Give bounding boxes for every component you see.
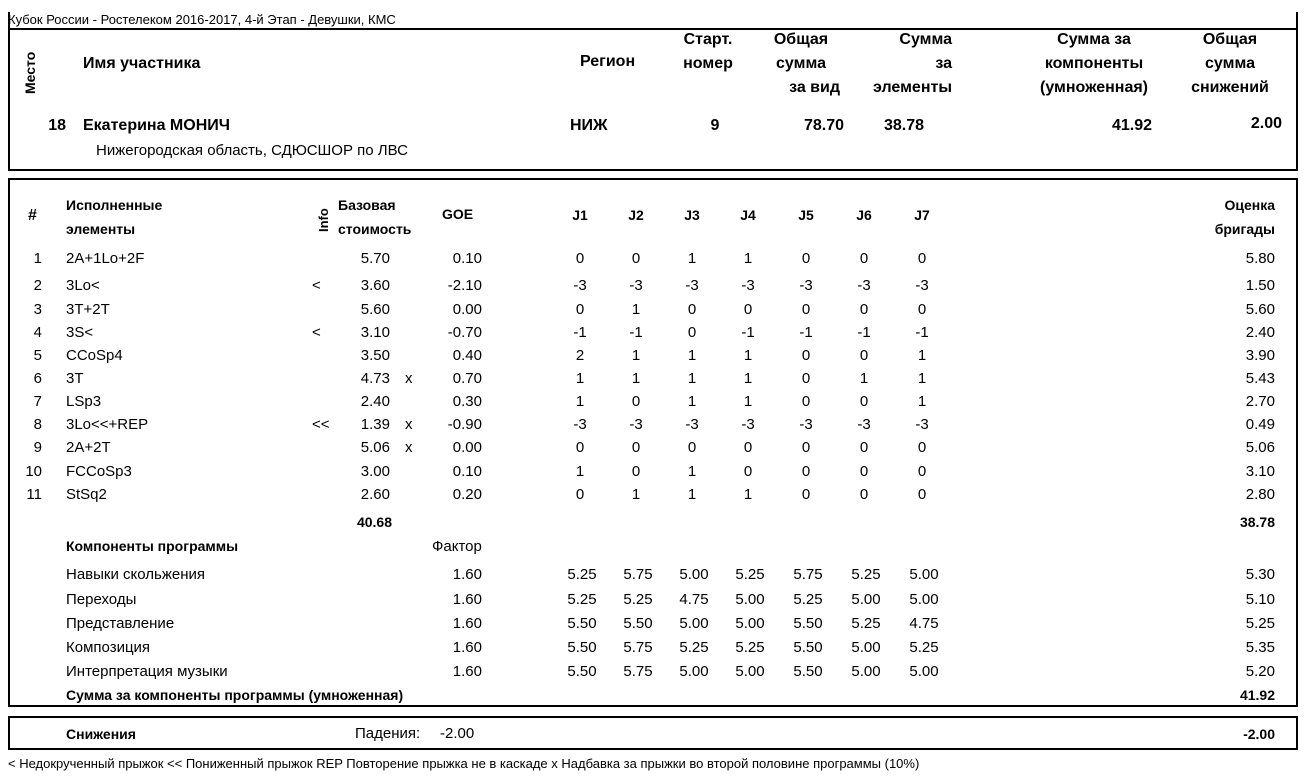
judge-header: J1 [572,207,588,223]
element-goe: 0.10 [452,463,482,480]
skater-start-number: 9 [710,117,720,134]
component-judge-score: 4.75 [679,591,709,608]
judge-score: 0 [575,439,585,456]
judge-score: 0 [859,347,869,364]
elements-base-total: 40.68 [356,514,392,530]
component-judge-score: 5.75 [623,639,653,656]
element-name: 2A+2T [66,439,111,456]
judge-score: -3 [685,416,699,433]
base-value-header: Базовая стоимость [338,197,412,237]
falls-label: Падения: [355,725,421,742]
element-panel-score: 5.80 [1245,250,1275,267]
component-judge-score: 5.25 [793,591,823,608]
element-name: CCoSp4 [66,347,123,364]
component-judge-score: 5.00 [851,663,881,680]
component-judge-score: 5.25 [679,639,709,656]
judge-score: -3 [629,416,643,433]
judge-score: -3 [741,416,755,433]
element-base-value: 2.60 [360,486,390,503]
component-panel-score: 5.25 [1245,615,1275,632]
judge-score: 0 [631,463,641,480]
component-judge-score: 5.75 [623,566,653,583]
element-base-value: 3.60 [360,277,390,294]
element-base-value: 3.50 [360,347,390,364]
component-judge-score: 5.50 [623,615,653,632]
judge-score: 1 [743,250,753,267]
element-panel-score: 5.43 [1245,370,1275,387]
component-judge-score: 5.50 [567,663,597,680]
element-number: 6 [33,370,42,387]
judge-score: 1 [687,393,697,410]
judge-score: 0 [801,250,811,267]
skater-components-score: 41.92 [1111,117,1152,134]
judge-header: J3 [684,207,700,223]
element-panel-score: 1.50 [1245,277,1275,294]
element-number: 5 [33,347,42,364]
element-name: 3Lo< [66,277,100,294]
skater-region: НИЖ [570,117,608,134]
element-number: 7 [33,393,42,410]
executed-elements-header: Исполненные элементы [66,197,163,237]
judge-score: 0 [801,439,811,456]
component-factor: 1.60 [452,566,482,583]
judge-score: -3 [741,277,755,294]
component-judge-score: 5.75 [793,566,823,583]
judge-score: 1 [631,370,641,387]
total-score-label: Общая сумма за вид [773,31,840,96]
element-goe: -2.10 [447,277,482,294]
element-goe: 0.20 [452,486,482,503]
element-base-value: 1.39 [360,416,390,433]
component-judge-score: 5.50 [793,639,823,656]
component-judge-score: 5.00 [679,566,709,583]
deductions-total: -2.00 [1243,726,1275,742]
component-factor: 1.60 [452,639,482,656]
judge-score: 1 [917,370,927,387]
judge-score: 0 [917,486,927,503]
judge-score: -3 [629,277,643,294]
element-number: 4 [33,324,42,341]
components-total-value: 41.92 [1239,687,1275,703]
component-name: Композиция [66,639,151,656]
element-goe: 0.30 [452,393,482,410]
element-info: < [312,277,321,294]
event-title: Кубок России - Ростелеком 2016-2017, 4-й Этап - Девушки, КМС [8,12,396,27]
judge-score: 0 [859,439,869,456]
judge-score: -1 [629,324,643,341]
element-goe: -0.70 [447,324,482,341]
number-header: # [28,207,37,224]
element-base-value: 3.10 [360,324,390,341]
judge-score: 1 [743,486,753,503]
judge-score: -3 [685,277,699,294]
element-panel-score: 3.10 [1245,463,1275,480]
judge-score: 0 [801,463,811,480]
component-judge-score: 5.50 [567,615,597,632]
skater-deductions: 2.00 [1250,115,1282,132]
judge-score: 0 [917,250,927,267]
element-bonus-mark: x [405,416,413,433]
component-name: Навыки скольжения [66,566,206,583]
element-panel-score: 3.90 [1245,347,1275,364]
component-judge-score: 5.00 [679,615,709,632]
judge-score: 0 [801,301,811,318]
skater-name: Екатерина МОНИЧ [83,117,230,134]
judge-score: 0 [917,301,927,318]
judge-score: 0 [859,463,869,480]
component-judge-score: 5.25 [623,591,653,608]
judge-score: -3 [915,277,929,294]
element-number: 9 [33,439,42,456]
judge-score: 0 [687,324,697,341]
judge-score: -3 [799,277,813,294]
judge-header: J4 [740,207,756,223]
element-goe: 0.70 [452,370,482,387]
judge-score: 0 [801,393,811,410]
element-name: StSq2 [66,486,107,503]
component-panel-score: 5.10 [1245,591,1275,608]
judge-score: -1 [741,324,755,341]
skater-elements-score: 38.78 [883,117,924,134]
element-goe: 0.00 [452,439,482,456]
component-judge-score: 5.75 [623,663,653,680]
element-panel-score: 2.70 [1245,393,1275,410]
judge-score: 0 [743,301,753,318]
element-number: 1 [33,250,42,267]
element-name: 3S< [66,324,94,341]
element-base-value: 3.00 [360,463,390,480]
judge-score: 1 [859,370,869,387]
component-judge-score: 5.00 [735,615,765,632]
element-panel-score: 2.40 [1245,324,1275,341]
component-panel-score: 5.30 [1245,566,1275,583]
component-judge-score: 5.25 [567,566,597,583]
element-name: 3T [66,370,84,387]
place-label: Место [22,51,38,94]
elements-score-total: 38.78 [1239,514,1275,530]
judge-score: 0 [687,301,697,318]
component-judge-score: 5.50 [793,615,823,632]
judge-score: 0 [859,301,869,318]
judge-score: 0 [917,439,927,456]
judge-score: 0 [859,486,869,503]
falls-value: -2.00 [440,725,475,742]
judge-score: 0 [859,250,869,267]
panel-score-header: Оценка бригады [1214,197,1275,237]
component-judge-score: 5.00 [735,663,765,680]
component-judge-score: 5.25 [851,615,881,632]
element-info: << [312,416,330,433]
judge-score: 0 [575,301,585,318]
judge-score: 1 [917,393,927,410]
judge-score: 0 [575,250,585,267]
component-judge-score: 5.00 [735,591,765,608]
component-judge-score: 5.25 [567,591,597,608]
component-judge-score: 5.50 [567,639,597,656]
skater-club: Нижегородская область, СДЮСШОР по ЛВС [96,142,408,159]
component-judge-score: 5.00 [851,591,881,608]
component-judge-score: 5.25 [735,566,765,583]
component-judge-score: 5.25 [909,639,939,656]
judge-score: 1 [575,393,585,410]
elements-sum-label: Сумма за элементы [873,31,952,96]
deductions-label: Снижения [66,726,136,742]
skater-place: 18 [48,117,66,134]
judge-header: J6 [856,207,872,223]
judge-score: 0 [801,347,811,364]
info-header: Info [316,208,331,232]
element-number: 8 [33,416,42,433]
judge-score: -3 [573,277,587,294]
element-goe: -0.90 [447,416,482,433]
judge-score: 0 [743,463,753,480]
element-number: 10 [25,463,42,480]
element-panel-score: 2.80 [1245,486,1275,503]
component-judge-score: 5.50 [793,663,823,680]
element-number: 2 [33,277,42,294]
judge-score: 0 [743,439,753,456]
goe-header: GOE [442,206,474,222]
judge-score: 1 [743,347,753,364]
element-panel-score: 5.06 [1245,439,1275,456]
component-judge-score: 5.00 [909,591,939,608]
judge-score: 1 [631,486,641,503]
element-panel-score: 0.49 [1245,416,1275,433]
components-title: Компоненты программы [66,538,239,554]
judge-score: 0 [631,439,641,456]
judge-score: 0 [801,370,811,387]
judge-score: 1 [743,393,753,410]
judge-score: -1 [799,324,813,341]
legend: < Недокрученный прыжок << Пониженный прыжок REP Повторение прыжка не в каскаде x Надбавка за прыжки во второй половине программы (10%) [8,756,920,771]
element-name: 3T+2T [66,301,110,318]
deductions-box [8,716,1298,750]
judge-score: 1 [631,301,641,318]
component-panel-score: 5.20 [1245,663,1275,680]
component-panel-score: 5.35 [1245,639,1275,656]
component-judge-score: 5.00 [909,663,939,680]
judge-score: 1 [687,347,697,364]
region-label: Регион [580,53,636,70]
judge-score: 1 [631,347,641,364]
element-panel-score: 5.60 [1245,301,1275,318]
skater-total-score: 78.70 [803,117,844,134]
judge-score: 1 [687,250,697,267]
start-number-label: Старт. номер [683,31,733,72]
element-base-value: 5.06 [360,439,390,456]
judge-score: 0 [631,250,641,267]
element-name: 3Lo<<+REP [66,416,149,433]
element-bonus-mark: x [405,439,413,456]
judge-score: 0 [917,463,927,480]
element-info: < [312,324,321,341]
judge-score: -3 [799,416,813,433]
judge-score: -3 [857,277,871,294]
component-judge-score: 5.00 [851,639,881,656]
judge-score: -3 [915,416,929,433]
element-number: 11 [26,486,42,503]
element-name: 2A+1Lo+2F [66,250,145,267]
name-label: Имя участника [83,55,201,72]
component-judge-score: 5.25 [851,566,881,583]
judge-score: 1 [687,486,697,503]
element-base-value: 2.40 [360,393,390,410]
components-sum-label: Сумма за компоненты (умноженная) [1040,31,1148,96]
judge-score: 0 [687,439,697,456]
components-total-label: Сумма за компоненты программы (умноженная) [66,687,404,703]
component-factor: 1.60 [452,663,482,680]
element-base-value: 5.70 [360,250,390,267]
component-judge-score: 5.00 [909,566,939,583]
judge-score: -1 [857,324,871,341]
judge-score: 0 [631,393,641,410]
judge-score: 0 [575,486,585,503]
component-name: Представление [66,615,175,632]
judge-score: 0 [859,393,869,410]
element-goe: 0.10 [452,250,482,267]
component-name: Переходы [66,591,137,608]
judge-score: 0 [801,486,811,503]
component-name: Интерпретация музыки [66,663,228,680]
judge-score: -1 [915,324,929,341]
deductions-sum-label: Общая сумма снижений [1191,31,1269,96]
judge-score: 1 [743,370,753,387]
judge-score: -3 [857,416,871,433]
element-goe: 0.40 [452,347,482,364]
judge-score: 1 [575,463,585,480]
element-base-value: 5.60 [360,301,390,318]
element-name: LSp3 [66,393,102,410]
component-factor: 1.60 [452,615,482,632]
element-base-value: 4.73 [360,370,390,387]
judge-score: 1 [917,347,927,364]
judge-score: 2 [575,347,585,364]
element-goe: 0.00 [452,301,482,318]
judge-score: -1 [573,324,587,341]
component-judge-score: 4.75 [909,615,939,632]
judge-score: -3 [573,416,587,433]
factor-header: Фактор [432,538,482,555]
judge-header: J7 [914,207,930,223]
element-name: FCCoSp3 [66,463,132,480]
judge-header: J2 [628,207,644,223]
judge-score: 1 [687,463,697,480]
element-bonus-mark: x [405,370,413,387]
element-number: 3 [33,301,42,318]
component-judge-score: 5.25 [735,639,765,656]
component-judge-score: 5.00 [679,663,709,680]
judge-score: 1 [687,370,697,387]
component-factor: 1.60 [452,591,482,608]
judge-score: 1 [575,370,585,387]
judge-header: J5 [798,207,814,223]
